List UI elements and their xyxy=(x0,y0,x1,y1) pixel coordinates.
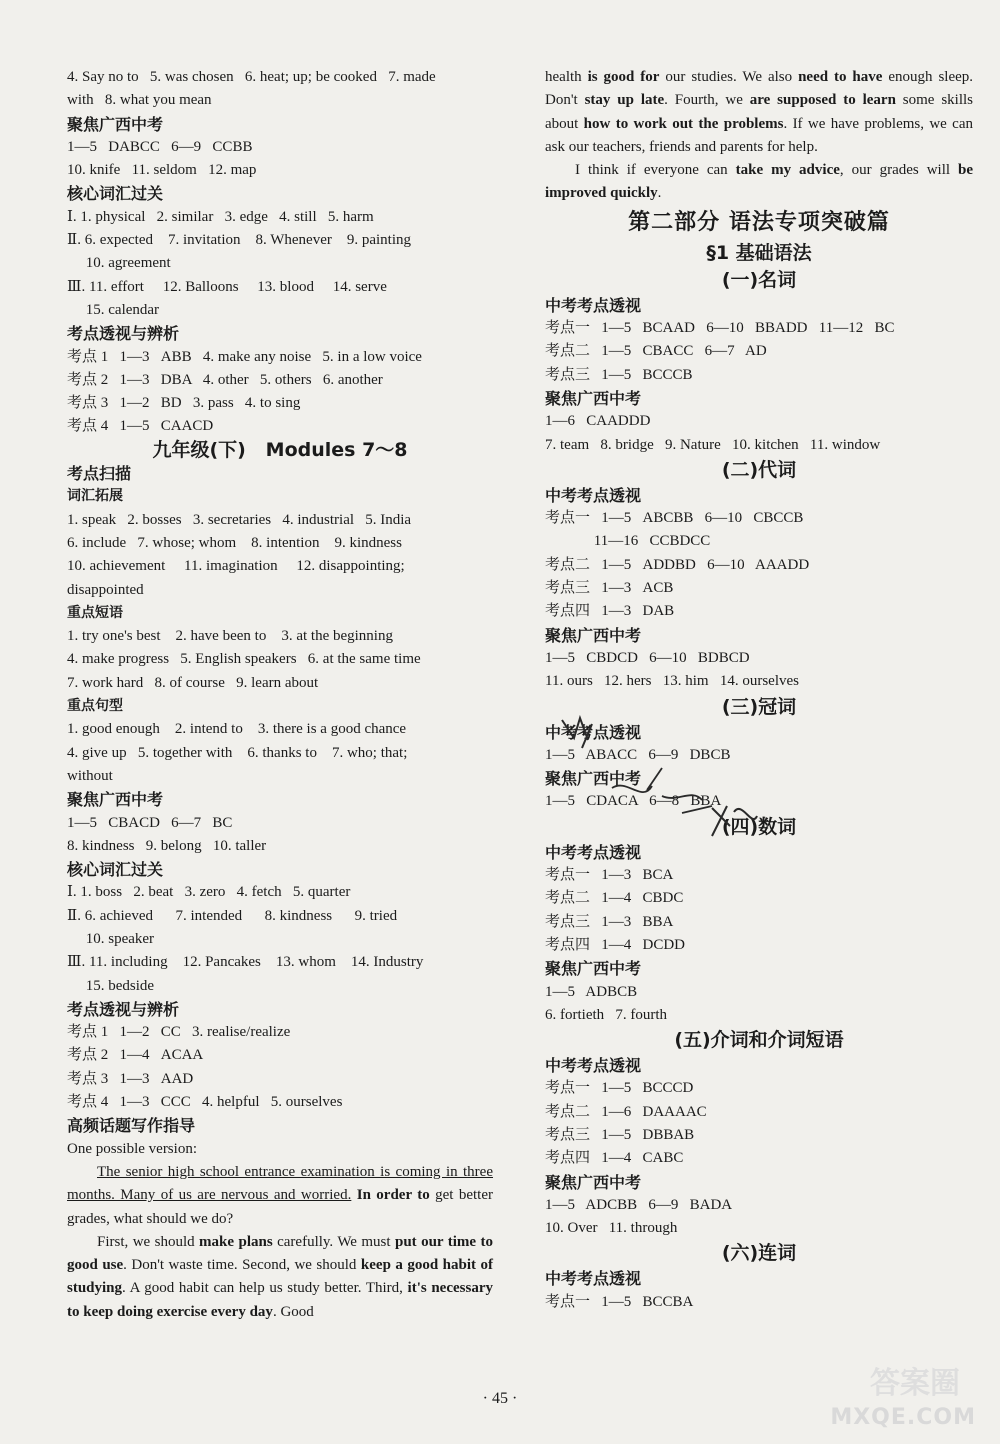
right-answer-line: 考点四 1—3 DAB xyxy=(545,603,675,620)
left-answer-line: 核心词汇过关 xyxy=(67,184,164,204)
right-answer-line: 考点一 1—5 ABCBB 6—10 CBCCB xyxy=(545,510,804,527)
right-answer-line: 10. Over 11. through xyxy=(545,1220,678,1237)
watermark-logo: 答案圈 xyxy=(870,1366,960,1401)
right-answer-line: 1—6 CAADDD xyxy=(545,413,651,430)
right-answer-line: 11. ours 12. hers 13. him 14. ourselves xyxy=(545,673,800,690)
left-answer-line: 15. calendar xyxy=(67,301,160,318)
essay-text: . A good habit can help us study better. Third, xyxy=(122,1280,408,1297)
essay-text: carefully. We must xyxy=(272,1233,395,1250)
left-answer-line: 聚焦广西中考 xyxy=(67,114,164,134)
essay-bold-phrase: take my advice xyxy=(735,162,840,179)
watermark xyxy=(830,1360,990,1438)
right-answer-line: 1—5 ADCBB 6—9 BADA xyxy=(545,1196,733,1213)
left-answer-line: 4. Say no to 5. was chosen 6. heat; up; be cooked 7. made xyxy=(67,69,436,85)
left-answer-line: 考点 4 1—5 CAACD xyxy=(67,418,214,435)
left-answer-line: 1. try one's best 2. have been to 3. at the beginning xyxy=(67,628,393,645)
right-answer-line: 中考考点透视 xyxy=(545,295,642,315)
left-answer-line: 核心词汇过关 xyxy=(67,860,164,880)
right-answer-line: 考点一 1—5 BCCBA xyxy=(545,1293,694,1310)
left-answer-line: with 8. what you mean xyxy=(67,92,212,109)
left-answer-line: 考点扫描 xyxy=(67,464,132,484)
essay-paragraph-2 xyxy=(67,1231,493,1324)
right-answer-line: 7. team 8. bridge 9. Nature 10. kitchen 11. window xyxy=(545,436,881,453)
essay-paragraph-3 xyxy=(545,159,973,206)
right-answer-line: 6. fortieth 7. fourth xyxy=(545,1006,668,1023)
essay-text: . xyxy=(657,185,662,202)
right-answer-line: 考点一 1—5 BCCCD xyxy=(545,1080,694,1097)
essay-text: our studies. We also xyxy=(659,69,799,85)
watermark-site: MXQE.COM xyxy=(830,1405,976,1430)
essay-text: . Don't waste time. Second, we should xyxy=(123,1257,361,1274)
essay-bold-phrase: make plans xyxy=(199,1233,273,1250)
right-answer-line: 考点三 1—5 DBBAB xyxy=(545,1126,695,1143)
right-answer-line: 聚焦广西中考 xyxy=(545,388,642,408)
right-answer-line: 中考考点透视 xyxy=(545,722,642,742)
essay-bold-phrase: it's necessary to keep doing exercise every day xyxy=(67,1280,493,1320)
right-answer-line: 中考考点透视 xyxy=(545,1056,642,1076)
essay-bold-phrase: how to work out the problems xyxy=(583,115,784,132)
left-column xyxy=(67,66,493,1324)
left-answer-line: 10. knife 11. seldom 12. map xyxy=(67,162,257,179)
left-answer-line: 8. kindness 9. belong 10. taller xyxy=(67,837,267,854)
page-number: · 45 · xyxy=(482,1390,518,1407)
left-answer-line: 6. include 7. whose; whom 8. intention 9. kindness xyxy=(67,534,402,551)
right-answer-line: 1—5 CDACA 6—8 BBA xyxy=(545,793,722,810)
right-answer-line: 1—5 CBDCD 6—10 BDBCD xyxy=(545,649,750,666)
left-answer-line: 重点短语 xyxy=(67,604,123,621)
part-title: 第二部分 语法专项突破篇 xyxy=(628,209,890,235)
right-answer-line: (二)代词 xyxy=(721,458,797,481)
essay-text: , our grades will xyxy=(839,162,958,179)
left-answer-line: 4. give up 5. together with 6. thanks to 7. who; that; xyxy=(67,744,408,761)
right-answer-line: (三)冠词 xyxy=(721,695,797,718)
left-answer-line: 聚焦广西中考 xyxy=(67,790,164,810)
right-answer-line: 聚焦广西中考 xyxy=(545,625,642,645)
right-answer-line: (六)连词 xyxy=(721,1242,797,1265)
essay-bold-phrase: need to have xyxy=(798,69,883,85)
essay-bold-phrase: stay up late xyxy=(584,92,665,109)
essay-text: I think if everyone can xyxy=(575,162,736,179)
right-column xyxy=(545,66,973,1314)
left-answer-line: 九年级(下) Modules 7～8 xyxy=(152,438,408,461)
essay-text: . Good xyxy=(272,1303,314,1320)
essay-text: get better grades, what should we do? xyxy=(67,1187,493,1227)
left-answer-line: 高频话题写作指导 xyxy=(67,1116,196,1136)
right-answer-line: 考点二 1—6 DAAAAC xyxy=(545,1103,707,1120)
left-answer-line: 1—5 DABCC 6—9 CCBB xyxy=(67,138,253,155)
right-answer-line: 考点三 1—3 BBA xyxy=(545,913,674,930)
right-answer-line: 聚焦广西中考 xyxy=(545,1172,642,1192)
essay-text: . Fourth, we xyxy=(664,92,750,109)
right-answer-line: 考点三 1—5 BCCCB xyxy=(545,366,693,383)
right-answer-line: 1—5 ADBCB xyxy=(545,983,638,1000)
left-answer-line: without xyxy=(67,767,113,784)
right-answer-line: 考点二 1—5 CBACC 6—7 AD xyxy=(545,343,767,360)
left-answer-line: Ⅱ. 6. expected 7. invitation 8. Whenever 9. painting xyxy=(67,232,412,249)
essay-bold-phrase: put our time to good use xyxy=(67,1233,493,1274)
left-answer-line: 考点透视与辨析 xyxy=(67,324,180,344)
right-answer-line: 中考考点透视 xyxy=(545,842,642,862)
left-answer-line: 考点透视与辨析 xyxy=(67,999,180,1019)
right-answer-line: 考点三 1—3 ACB xyxy=(545,580,674,597)
left-answer-line: 10. agreement xyxy=(67,255,171,272)
right-answer-line: 考点二 1—5 ADDBD 6—10 AAADD xyxy=(545,556,810,573)
left-answer-line: Ⅱ. 6. achieved 7. intended 8. kindness 9. tried xyxy=(67,907,398,924)
left-answer-line: disappointed xyxy=(67,581,144,598)
left-answer-line: 考点 1 1—2 CC 3. realise/realize xyxy=(67,1024,291,1041)
essay-text: First, we should xyxy=(97,1233,200,1250)
essay-bold-phrase: In order to xyxy=(351,1187,430,1204)
right-answer-line: (五)介词和介词短语 xyxy=(674,1029,844,1052)
essay-paragraph-1 xyxy=(67,1161,493,1231)
left-answer-line: 4. make progress 5. English speakers 6. at the same time xyxy=(67,651,421,668)
essay-text: enough sleep. Don't xyxy=(545,69,974,109)
right-answer-line: 11—16 CCBDCC xyxy=(545,533,711,550)
left-answer-line: 1. speak 2. bosses 3. secretaries 4. industrial 5. India xyxy=(67,511,412,528)
left-answer-line: 考点 3 1—2 BD 3. pass 4. to sing xyxy=(67,395,301,412)
left-answer-line: 15. bedside xyxy=(67,977,155,994)
essay-bold-phrase: be improved quickly xyxy=(545,162,973,202)
right-answer-line: (四)数词 xyxy=(721,815,797,838)
essay-underlined-intro: The senior high school entrance examination is coming in three months. Many of us are nervous and worried. xyxy=(67,1163,493,1204)
right-answer-line: 考点一 1—3 BCA xyxy=(545,867,674,884)
right-answer-line: 中考考点透视 xyxy=(545,485,642,505)
essay-text: . If we have problems, we can ask our teachers, friends and parents for help. xyxy=(545,115,973,155)
right-answer-line: 聚焦广西中考 xyxy=(545,959,642,979)
right-answer-line: 聚焦广西中考 xyxy=(545,769,642,789)
left-answer-line: Ⅲ. 11. effort 12. Balloons 13. blood 14. serve xyxy=(67,278,387,295)
essay-text: health xyxy=(545,69,588,85)
right-answer-line: (一)名词 xyxy=(721,268,797,291)
right-answer-line: 1—5 ABACC 6—9 DBCB xyxy=(545,746,731,763)
left-answer-line: Ⅰ. 1. physical 2. similar 3. edge 4. still 5. harm xyxy=(67,208,374,225)
left-answer-line: 考点 1 1—3 ABB 4. make any noise 5. in a low voice xyxy=(67,348,422,365)
left-answer-line: 10. speaker xyxy=(67,930,155,947)
left-answer-line: 考点 2 1—3 DBA 4. other 5. others 6. another xyxy=(67,371,383,388)
essay-text: some skills about xyxy=(545,92,974,132)
right-answer-line: 中考考点透视 xyxy=(545,1269,642,1289)
left-answer-lines xyxy=(67,66,493,1161)
left-answer-line: 7. work hard 8. of course 9. learn about xyxy=(67,674,319,691)
left-answer-line: Ⅰ. 1. boss 2. beat 3. zero 4. fetch 5. quarter xyxy=(67,884,351,901)
left-answer-line: 10. achievement 11. imagination 12. disappointing; xyxy=(67,558,405,575)
left-answer-line: 考点 4 1—3 CCC 4. helpful 5. ourselves xyxy=(67,1094,343,1111)
left-answer-line: 1. good enough 2. intend to 3. there is a good chance xyxy=(67,721,407,738)
right-answer-line: 考点四 1—4 DCDD xyxy=(545,936,686,953)
left-answer-line: 考点 3 1—3 AAD xyxy=(67,1070,194,1087)
right-answer-line: 考点二 1—4 CBDC xyxy=(545,890,684,907)
left-answer-line: One possible version: xyxy=(67,1140,197,1157)
essay-bold-phrase: keep a good habit of studying xyxy=(67,1257,493,1297)
essay-bold-phrase: is good for xyxy=(587,69,660,85)
essay-paragraph-2-continued xyxy=(545,66,973,159)
left-answer-line: 1—5 CBACD 6—7 BC xyxy=(67,814,233,831)
handwritten-scribble xyxy=(552,708,822,858)
right-answer-line: 考点四 1—4 CABC xyxy=(545,1150,684,1167)
left-answer-line: 重点句型 xyxy=(67,698,123,715)
right-answer-line: 考点一 1—5 BCAAD 6—10 BBADD 11—12 BC xyxy=(545,320,895,337)
left-answer-line: 考点 2 1—4 ACAA xyxy=(67,1047,204,1064)
left-answer-line: Ⅲ. 11. including 12. Pancakes 13. whom 14. Industry xyxy=(67,954,424,971)
section-title: §1 基础语法 xyxy=(706,241,812,264)
left-answer-line: 词汇拓展 xyxy=(67,488,123,505)
essay-bold-phrase: are supposed to learn xyxy=(749,92,896,109)
